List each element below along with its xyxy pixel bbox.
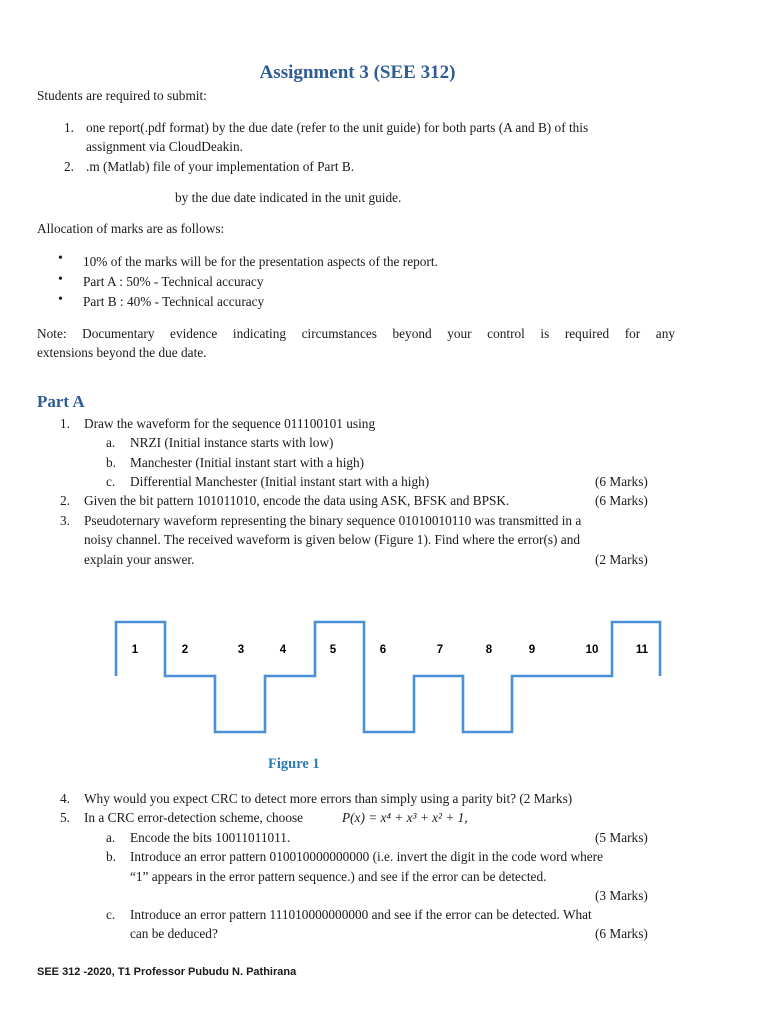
- question-text: Why would you expect CRC to detect more errors than simply using a parity bit? (2 Marks): [84, 791, 573, 806]
- waveform-bit-label: 2: [181, 644, 189, 656]
- question-text: Pseudoternary waveform representing the binary sequence 01010010110 was transmitted in a: [84, 513, 582, 528]
- subquestion-text: Encode the bits 10011011011.: [130, 830, 291, 845]
- question-number: 1.: [60, 416, 70, 431]
- marks-label: (2 Marks): [595, 552, 648, 567]
- waveform-bit-label: 3: [237, 644, 245, 656]
- question-text: In a CRC error-detection scheme, choose: [84, 810, 304, 825]
- question-text: explain your answer.: [84, 552, 195, 567]
- question-text: noisy channel. The received waveform is given below (Figure 1). Find where the error(s) and: [84, 532, 581, 547]
- waveform-bit-label: 10: [585, 644, 599, 656]
- submit-item-number: 2.: [64, 159, 74, 174]
- marks-label: (3 Marks): [595, 888, 648, 903]
- subquestion-letter: a.: [106, 435, 116, 450]
- submit-item-number: 1.: [64, 120, 74, 135]
- submit-item-text: .m (Matlab) file of your implementation of Part B.: [86, 159, 355, 174]
- question-number: 3.: [60, 513, 70, 528]
- crc-polynomial: P(x) = x⁴ + x³ + x² + 1,: [342, 810, 468, 825]
- marks-label: (6 Marks): [595, 474, 648, 489]
- waveform-bit-label: 9: [528, 644, 536, 656]
- bullet-icon: •: [58, 292, 63, 307]
- figure-caption: Figure 1: [268, 756, 320, 772]
- waveform-bit-label: 7: [436, 644, 444, 656]
- submit-item-text: assignment via CloudDeakin.: [86, 139, 243, 154]
- allocation-item: 10% of the marks will be for the presentation aspects of the report.: [83, 254, 438, 269]
- subquestion-text: Introduce an error pattern 010010000000000 (i.e. invert the digit in the code word where: [130, 849, 604, 864]
- question-text: Draw the waveform for the sequence 011100101 using: [84, 416, 376, 431]
- subquestion-text: NRZI (Initial instance starts with low): [130, 435, 334, 450]
- part-a-heading: Part A: [37, 392, 85, 411]
- question-number: 5.: [60, 810, 70, 825]
- intro-text: Students are required to submit:: [37, 88, 207, 103]
- page-footer: SEE 312 -2020, T1 Professor Pubudu N. Pathirana: [37, 966, 297, 978]
- bullet-icon: •: [58, 251, 63, 266]
- subquestion-text: Manchester (Initial instant start with a high): [130, 455, 365, 470]
- waveform-bit-label: 4: [279, 644, 287, 656]
- subquestion-letter: c.: [106, 907, 116, 922]
- waveform-line: [116, 622, 660, 732]
- subquestion-letter: a.: [106, 830, 116, 845]
- due-note: by the due date indicated in the unit guide.: [175, 190, 402, 205]
- marks-label: (6 Marks): [595, 493, 648, 508]
- allocation-item: Part A : 50% - Technical accuracy: [83, 274, 264, 289]
- allocation-item: Part B : 40% - Technical accuracy: [83, 294, 265, 309]
- waveform-bit-label: 8: [485, 644, 493, 656]
- subquestion-text: can be deduced?: [130, 926, 218, 941]
- waveform-bit-label: 1: [131, 644, 139, 656]
- question-number: 4.: [60, 791, 70, 806]
- subquestion-letter: b.: [106, 849, 116, 864]
- waveform-bit-label: 6: [379, 644, 387, 656]
- waveform-bit-label: 5: [329, 644, 337, 656]
- bullet-icon: •: [58, 272, 63, 287]
- submit-item-text: one report(.pdf format) by the due date (refer to the unit guide) for both parts (A and B) of this: [86, 120, 589, 135]
- waveform-bit-label: 11: [635, 644, 649, 656]
- document-title: Assignment 3 (SEE 312): [259, 62, 456, 83]
- marks-label: (5 Marks): [595, 830, 648, 845]
- question-text: Given the bit pattern 101011010, encode the data using ASK, BFSK and BPSK.: [84, 493, 510, 508]
- subquestion-text: Differential Manchester (Initial instant start with a high): [130, 474, 430, 489]
- note-line: Note: Documentary evidence indicating circumstances beyond your control is required for any: [37, 326, 675, 341]
- subquestion-text: “1” appears in the error pattern sequence.) and see if the error can be detected.: [130, 869, 547, 884]
- allocation-intro: Allocation of marks are as follows:: [37, 221, 225, 236]
- subquestion-text: Introduce an error pattern 111010000000000 and see if the error can be detected. What: [130, 907, 592, 922]
- subquestion-letter: c.: [106, 474, 116, 489]
- question-number: 2.: [60, 493, 70, 508]
- marks-label: (6 Marks): [595, 926, 648, 941]
- note-line: extensions beyond the due date.: [37, 345, 207, 360]
- subquestion-letter: b.: [106, 455, 116, 470]
